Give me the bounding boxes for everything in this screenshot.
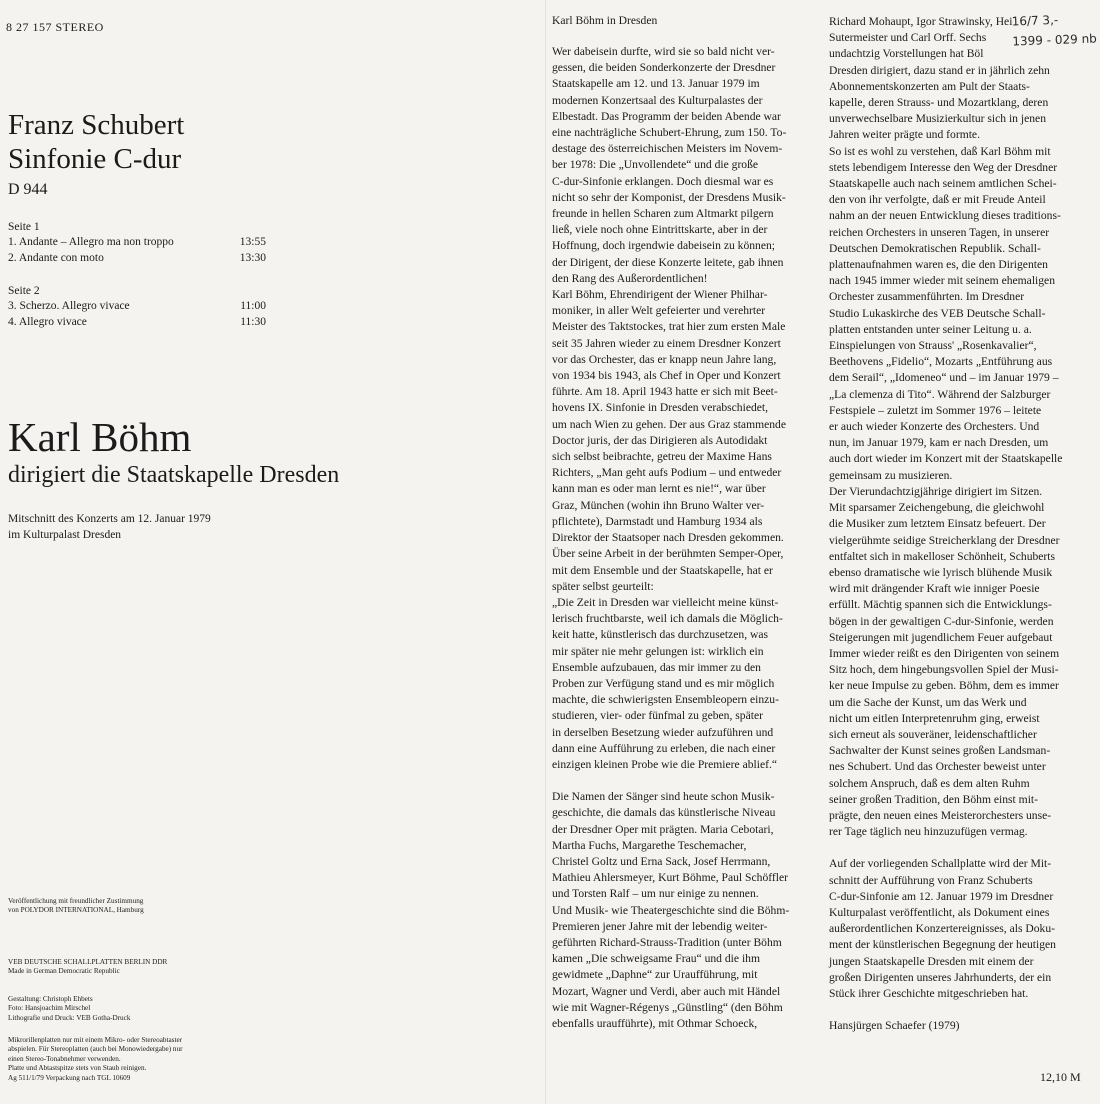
paragraph-gap [552, 773, 817, 789]
essay-line: Ensemble aufzubauen, das mir immer zu den [552, 660, 761, 674]
essay-line: nun, im Januar 1979, kam er nach Dresden, um [829, 436, 1049, 450]
essay-line: den Rang des Außerordentlichen! [552, 271, 708, 285]
essay-line: von 1934 bis 1943, als Chef in Oper und Konzert [552, 369, 781, 383]
essay-line: nes Schubert. Und das Orchester beweist unter [829, 760, 1046, 774]
essay-line: studieren, vier- oder fünfmal zu geben, später [552, 709, 763, 723]
essay-line: gessen, die beiden Sonderkonzerte der Dresdner [552, 61, 776, 75]
side-1-label: Seite 1 [8, 221, 40, 233]
essay-line: C-dur-Sinfonie erklangen. Doch diesmal war es [552, 174, 774, 188]
essay-line: sich selbst beibrachte, getreu der Maxime Hans [552, 450, 772, 464]
essay-line: Auf der vorliegenden Schallplatte wird der Mit- [829, 857, 1052, 871]
essay-line: schnitt der Aufführung von Franz Schuberts [829, 873, 1033, 887]
conductor-name: Karl Böhm [8, 414, 192, 460]
essay-line: Festspiele – zuletzt im Sommer 1976 – leitete [829, 403, 1042, 417]
essay-line: destage des österreichischen Meisters im Novem- [552, 142, 783, 156]
essay-line: platten entstanden unter seiner Leitung u. a. [829, 322, 1032, 336]
essay-line: Jahren weiter prägte und formte. [829, 128, 980, 142]
essay-line: Christel Goltz und Erna Sack, Josef Herrmann, [552, 854, 771, 868]
essay-line: Hansjürgen Schaefer (1979) [829, 1019, 960, 1033]
essay-line: Meister des Taktstockes, trat hier zum ersten Male [552, 320, 786, 334]
label-line: Made in German Democratic Republic [8, 967, 120, 976]
essay-line: Proben zur Verfügung stand und es mir möglich [552, 676, 775, 690]
essay-line: Und Musik- wie Theatergeschichte sind die Böhm- [552, 903, 790, 917]
handwritten-line: 16/7 3,- [1011, 12, 1059, 29]
essay-line: Stück ihrer Geschichte mitgeschrieben hat. [829, 986, 1029, 1000]
essay-line: um die Sache der Kunst, um das Werk und [829, 695, 1027, 709]
essay-line: Sutermeister und Carl Orff. Sechs [829, 31, 987, 45]
essay-line: Dresden dirigiert, dazu stand er in jährlich zehn [829, 63, 1050, 77]
essay-line: später selbst geurteilt: [552, 579, 654, 593]
essay-line: nicht so sehr der Komponist, der Dresdens Musik- [552, 190, 786, 204]
essay-line: Direktor der Staatsoper nach Dresden gekommen. [552, 531, 784, 545]
essay-line: geschichte, die damals das künstlerische Niveau [552, 806, 776, 820]
essay-line: kann man es oder man lernt es nie!“, war über [552, 482, 766, 496]
essay-line: undachtzig Vorstellungen hat Böl [829, 47, 984, 61]
essay-line: großen Dirigenten unseres Jahrhunderts, der ein [829, 970, 1052, 984]
essay-line: mir später nie mehr gelungen ist: wirklich ein [552, 644, 764, 658]
essay-line: Mit sparsamer Zeichengebung, die gleichwohl [829, 501, 1045, 515]
essay-line: Karl Böhm, Ehrendirigent der Wiener Philhar- [552, 288, 768, 302]
track-3 [8, 300, 266, 312]
permission-note [8, 897, 228, 916]
essay-line: Einspielungen von Strauss' „Rosenkavalier“, [829, 339, 1037, 353]
essay-line: dem Serail“, „Idomeneo“ und – im Januar 1979 – [829, 371, 1059, 385]
essay-line: seiner großen Tradition, den Böhm einst mit- [829, 792, 1038, 806]
essay-line: Kulturpalast veröffentlicht, als Dokument eines [829, 905, 1050, 919]
track-time: 13:55 [239, 236, 266, 248]
essay-line: Hoffnung, doch irgendwie dabeisein zu können; [552, 239, 776, 253]
track-title: 1. Andante – Allegro ma non troppo [8, 236, 174, 248]
track-title: 4. Allegro vivace [8, 316, 87, 328]
essay-line: modernen Konzertsaal des Kulturpalastes der [552, 93, 763, 107]
essay-line: jungen Staatskapelle Dresden mit einem der [829, 954, 1034, 968]
essay-line: Graz, München (wohin ihn Bruno Walter ver- [552, 498, 765, 512]
essay-line: Sachwalter der Kunst seines großen Landsman- [829, 744, 1051, 758]
essay-line: entfaltet sich in makelloser Schönheit, Schuberts [829, 549, 1056, 563]
essay-line: Orchester zusammenführten. Im Dresdner [829, 290, 1025, 304]
essay-line: unverwechselbare Musizierkultur sich in jenen [829, 112, 1046, 126]
track-title: 3. Scherzo. Allegro vivace [8, 300, 130, 312]
track-time: 11:00 [240, 300, 266, 312]
essay-line: Über seine Arbeit in der berühmten Semper-Oper, [552, 547, 784, 561]
essay-line: Mozart, Wagner und Verdi, aber auch mit Händel [552, 984, 781, 998]
essay-line: Staatskapelle auch nach seinem amtlichen Schei- [829, 177, 1057, 191]
essay-line: Steigerungen mit jugendlichem Feuer aufgebaut [829, 630, 1053, 644]
essay-line: „La clemenza di Tito“. Während der Salzburger [829, 387, 1051, 401]
essay-line: plattenaufnahmen waren es, die den Dirigenten [829, 258, 1048, 272]
permission-line: von POLYDOR INTERNATIONAL, Hamburg [8, 906, 144, 915]
paragraph-gap [829, 1002, 1094, 1018]
essay-line: der Dresdner Oper mit prägten. Maria Cebotari, [552, 822, 774, 836]
essay-line: in derselben Besetzung wieder aufzuführen und [552, 725, 774, 739]
essay-line: nach 1945 immer wieder mit seinem ehemaligen [829, 274, 1056, 288]
track-title: 2. Andante con moto [8, 252, 104, 264]
essay-line: hovens IX. Sinfonie in Dresden verabschiedet, [552, 401, 769, 415]
essay-line: Immer wieder reißt es den Dirigenten von seinem [829, 646, 1060, 660]
credits [8, 995, 228, 1023]
essay-line: Abonnementskonzerten am Pult der Staats- [829, 79, 1030, 93]
track-time: 11:30 [240, 316, 266, 328]
essay-line: die Musiker zum letztem Einsatz befeuert. Der [829, 517, 1046, 531]
track-time: 13:30 [239, 252, 266, 264]
essay-line: wird mit drängender Kraft wie inniger Poesie [829, 582, 1040, 596]
essay-line: wie mit Wagner-Régenys „Günstling“ (den Böhm [552, 1000, 783, 1014]
composer-name: Franz Schubert [8, 109, 185, 141]
essay-line: kamen „Die schweigsame Frau“ und die ihm [552, 952, 760, 966]
essay-line: Sitz hoch, dem hingebungsvollen Spiel der Musi- [829, 663, 1059, 677]
credits-line: Foto: Hansjoachim Mirschel [8, 1004, 91, 1013]
track-2 [8, 252, 266, 264]
essay-line: Beethovens „Fidelio“, Mozarts „Entführung aus [829, 355, 1053, 369]
catalog-number: 8 27 157 STEREO [6, 20, 104, 34]
essay-line: lerisch fruchtbarste, weil ich damals die Möglich- [552, 612, 783, 626]
playback-notice [8, 1036, 228, 1083]
essay-line: Martha Fuchs, Margarethe Teschemacher, [552, 838, 747, 852]
handwritten-line: 1399 - 029 nb [1012, 31, 1098, 49]
essay-line: vielgerühmte seidige Streicherklang der Dresdner [829, 533, 1060, 547]
essay-line: Elbestadt. Das Programm der beiden Abende war [552, 109, 781, 123]
price-label: 12,10 M [1040, 1070, 1081, 1084]
notice-line: Platte und Abtastspitze stets von Staub reinigen. [8, 1064, 147, 1073]
essay-line: ebenso dramatische wie lyrisch blühende Musik [829, 565, 1053, 579]
essay-line: „Die Zeit in Dresden war vielleicht meine künst- [552, 595, 779, 609]
essay-line: C-dur-Sinfonie am 12. Januar 1979 im Dresdner [829, 889, 1054, 903]
essay-line: Deutschen Demokratischen Republik. Schall- [829, 241, 1041, 255]
essay-line: mit dem Ensemble und der Staatskapelle, hat er [552, 563, 773, 577]
essay-line: geführten Richard-Strauss-Tradition (unter Böhm [552, 935, 782, 949]
essay-line: ment der künstlerischen Begegnung der heutigen [829, 938, 1056, 952]
essay-line: Richters, „Man geht aufs Podium – und entweder [552, 466, 782, 480]
essay-line: Staatskapelle am 12. und 13. Januar 1979 im [552, 77, 760, 91]
label-imprint [8, 958, 228, 977]
essay-line: kapelle, deren Strauss- und Mozartklang, deren [829, 96, 1049, 110]
notice-line: einen Stereo-Tonabnehmer verwenden. [8, 1054, 121, 1063]
credits-line: Gestaltung: Christoph Ehbets [8, 995, 93, 1003]
paragraph-gap [829, 840, 1094, 856]
essay-line: führte. Am 18. April 1943 hatte er sich mit Beet- [552, 385, 778, 399]
essay-line: seit 35 Jahren wieder zu einem Dresdner Konzert [552, 336, 781, 350]
essay-line: Mathieu Ahlersmeyer, Kurt Böhme, Paul Schöffler [552, 871, 788, 885]
essay-line: reichen Orchesters in unseren Tagen, in unserer [829, 225, 1050, 239]
essay-line: ker neue Impulse zu geben. Böhm, dem es immer [829, 679, 1059, 693]
essay-line: einzigen kleinen Probe wie die Premiere ablief.“ [552, 757, 778, 771]
essay-line: nicht um eitlen Interpretenruhm ging, erweist [829, 711, 1040, 725]
essay-line: moniker, in aller Welt gefeierter und verehrter [552, 304, 766, 318]
page-divider [545, 0, 546, 1104]
essay-line: gewidmete „Daphne“ zur Uraufführung, mit [552, 968, 758, 982]
essay-line: solchem Anspruch, daß es dem alten Ruhm [829, 776, 1030, 790]
label-line: VEB DEUTSCHE SCHALLPLATTEN BERLIN DDR [8, 958, 168, 966]
essay-line: und Torsten Ralf – um nur einige zu nennen. [552, 887, 759, 901]
track-1 [8, 236, 266, 248]
essay-line: außerordentlichen Konzertereignisses, als Doku- [829, 922, 1055, 936]
side-2-label: Seite 2 [8, 285, 40, 297]
essay-line: vor das Orchester, das er knapp neun Jahre lang, [552, 352, 777, 366]
essay-title: Karl Böhm in Dresden [552, 14, 658, 27]
essay-line: ließ, viele noch ohne Eintrittskarte, aber in der [552, 223, 768, 237]
notice-line: abspielen. Für Stereoplatten (auch bei Monowiedergabe) nur [8, 1045, 183, 1054]
essay-line: um nach Wien zu gehen. Der aus Graz stammende [552, 417, 787, 431]
essay-line: gemeinsam zu musizieren. [829, 468, 953, 482]
essay-line: ebenfalls uraufführte), mit Othmar Schoeck, [552, 1016, 758, 1030]
essay-line: keit hatte, künstlerisch das durchzusetzen, was [552, 628, 769, 642]
notice-line: Ag 511/1/79 Verpackung nach TGL 10609 [8, 1073, 131, 1082]
essay-line: stets lebendigem Interesse den Weg der Dresdner [829, 160, 1058, 174]
credits-line: Lithografie und Druck: VEB Gotha-Druck [8, 1013, 131, 1022]
essay-line: Die Namen der Sänger sind heute schon Musik- [552, 790, 775, 804]
essay-line: Richard Mohaupt, Igor Strawinsky, Hei [829, 15, 1013, 28]
notice-line: Mikrorillenplatten nur mit einem Mikro- oder Stereoabtaster [8, 1036, 183, 1044]
essay-line: eine nachträgliche Schubert-Ehrung, zum 150. To- [552, 126, 787, 140]
permission-line: Veröffentlichung mit freundlicher Zustimmung [8, 897, 144, 905]
essay-line: bögen in der gewaltigen C-dur-Sinfonie, werden [829, 614, 1054, 628]
essay-line: dann eine Aufführung zu erleben, die nach einer [552, 741, 776, 755]
essay-line: den von ihr verfolgte, daß er mit Freude Anteil [829, 193, 1046, 207]
essay-line: ber 1978: Die „Unvollendete“ und die große [552, 158, 759, 172]
essay-line: sich erneut als souveräner, leidenschaftlicher [829, 727, 1037, 741]
orchestra-line: dirigiert die Staatskapelle Dresden [8, 462, 340, 488]
essay-line: prägte, den neuen eines Meisterorchesters unse- [829, 808, 1052, 822]
essay-line: er auch wieder Konzerte des Orchesters. Und [829, 420, 1040, 434]
recording-note-line: im Kulturpalast Dresden [8, 529, 122, 541]
recording-note-line: Mitschnitt des Konzerts am 12. Januar 1979 [8, 513, 211, 525]
essay-column-right [829, 14, 1094, 1034]
essay-line: rer Tage täglich neu hinzuzufügen vermag. [829, 825, 1028, 839]
essay-line: nahm an der neuen Entwicklung dieses traditions- [829, 209, 1061, 223]
essay-line: Studio Lukaskirche des VEB Deutsche Schall- [829, 306, 1046, 320]
essay-line: Premieren jener Jahre mit der lebendig weiter- [552, 919, 768, 933]
essay-line: freunde in hellen Scharen zum Altmarkt pilgern [552, 207, 774, 221]
essay-column-middle [552, 44, 817, 1032]
essay-line: machte, die schwierigsten Ensembleopern einzu- [552, 693, 779, 707]
essay-line: Wer dabeisein durfte, wird sie so bald nicht ver- [552, 45, 775, 58]
work-title: Sinfonie C-dur [8, 143, 182, 175]
essay-line: Doctor juris, der das Dirigieren als Autodidakt [552, 433, 768, 447]
essay-line: auch dort wieder im Konzert mit der Staatskapelle [829, 452, 1063, 466]
essay-line: So ist es wohl zu verstehen, daß Karl Böhm mit [829, 144, 1051, 158]
essay-line: erfüllt. Mächtig spannen sich die Entwicklungs- [829, 598, 1052, 612]
track-4 [8, 316, 266, 328]
essay-line: pflichtete), Darmstadt und Hamburg 1934 als [552, 514, 763, 528]
work-catalog-number: D 944 [8, 181, 48, 198]
essay-line: der Dirigent, der diese Konzerte leitete, gab ihnen [552, 255, 784, 269]
essay-line: Der Vierundachtzigjährige dirigiert im Sitzen. [829, 484, 1043, 498]
handwritten-note [1011, 9, 1097, 52]
